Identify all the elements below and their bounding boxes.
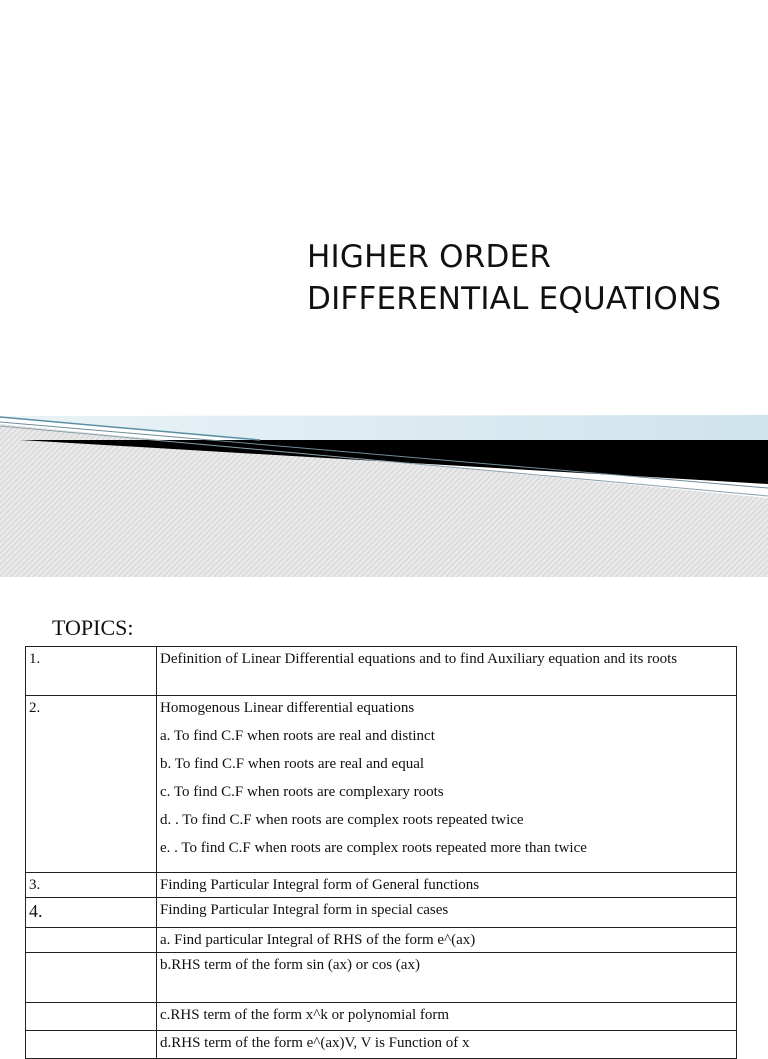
topic-line: a. To find C.F when roots are real and distinct bbox=[160, 728, 435, 744]
table-row bbox=[26, 647, 737, 696]
topic-text: d.RHS term of the form e^(ax)V, V is Function of x bbox=[157, 1031, 737, 1059]
table-row bbox=[26, 1031, 737, 1059]
table-row bbox=[26, 1003, 737, 1031]
title-line-2: DIFFERENTIAL EQUATIONS bbox=[307, 281, 722, 317]
topic-text: c.RHS term of the form x^k or polynomial form bbox=[157, 1003, 737, 1031]
topic-number bbox=[26, 928, 157, 953]
topic-number bbox=[26, 1031, 157, 1059]
topic-number: 1. bbox=[26, 647, 157, 696]
topic-text bbox=[157, 696, 737, 873]
topic-number bbox=[26, 953, 157, 1003]
topic-line: e. . To find C.F when roots are complex roots repeated more than twice bbox=[160, 840, 587, 856]
title-line-1: HIGHER ORDER bbox=[307, 239, 552, 275]
topic-line: Homogenous Linear differential equations bbox=[160, 700, 415, 716]
topic-line: c. To find C.F when roots are complexary roots bbox=[160, 784, 444, 800]
topic-line: d. . To find C.F when roots are complex roots repeated twice bbox=[160, 812, 524, 828]
topics-slide bbox=[0, 577, 768, 1051]
topic-number: 4. bbox=[26, 898, 157, 928]
table-row bbox=[26, 928, 737, 953]
topics-heading: TOPICS: bbox=[52, 615, 134, 640]
slide-title bbox=[307, 236, 721, 320]
topics-table bbox=[25, 646, 737, 1059]
topic-text: Finding Particular Integral form in special cases bbox=[157, 898, 737, 928]
table-row bbox=[26, 696, 737, 873]
table-row bbox=[26, 953, 737, 1003]
topic-number: 3. bbox=[26, 873, 157, 898]
topic-text bbox=[157, 647, 737, 696]
table-row bbox=[26, 873, 737, 898]
topic-number: 2. bbox=[26, 696, 157, 873]
topic-line: Definition of Linear Differential equations and to find Auxiliary equation and its roots bbox=[160, 651, 678, 667]
topic-text: b.RHS term of the form sin (ax) or cos (ax) bbox=[157, 953, 737, 1003]
topic-number bbox=[26, 1003, 157, 1031]
table-row bbox=[26, 898, 737, 928]
decorative-band bbox=[0, 400, 768, 577]
topic-line: b. To find C.F when roots are real and equal bbox=[160, 756, 425, 772]
topic-text: Finding Particular Integral form of General functions bbox=[157, 873, 737, 898]
topic-text: a. Find particular Integral of RHS of the form e^(ax) bbox=[157, 928, 737, 953]
